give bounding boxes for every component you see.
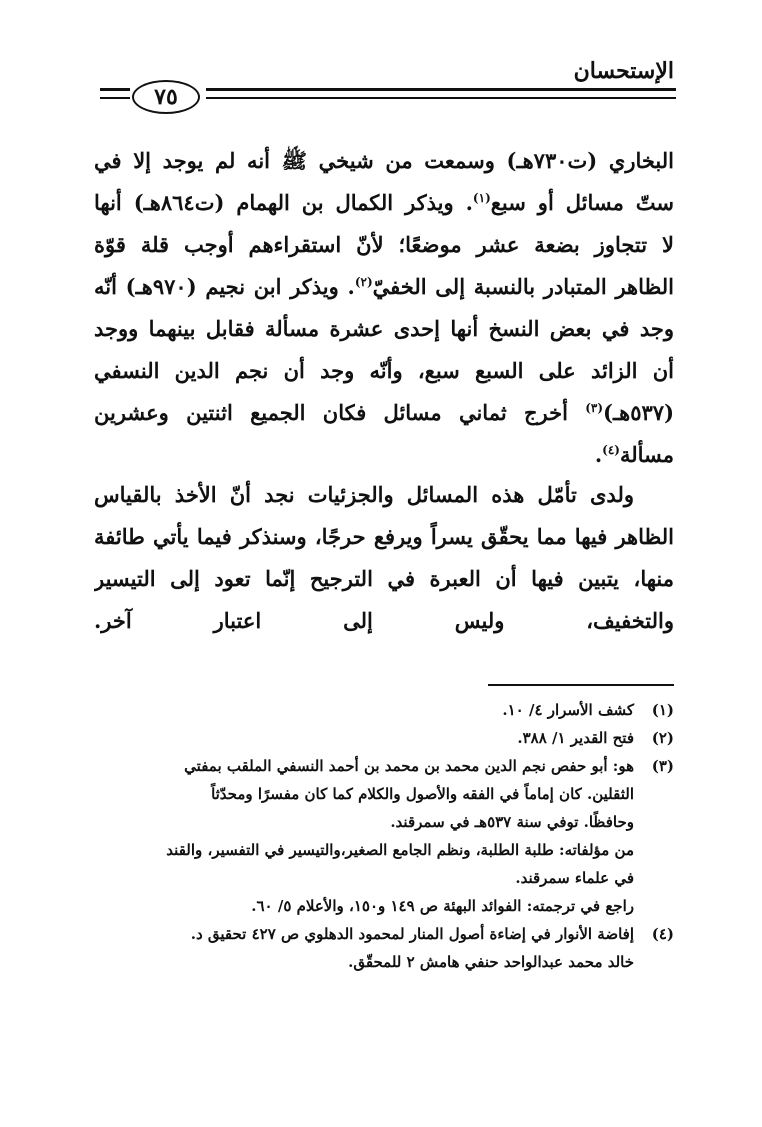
page-number-oval	[132, 80, 200, 114]
footnote-marker: (٤)	[651, 925, 674, 943]
footnote-marker: (١)	[651, 701, 674, 719]
footnote-ref-3: (٣)	[585, 401, 604, 415]
footnote-line: الثقلين. كان إماماً في الفقه والأصول والكلام كما كان مفسرًا ومحدّثاً	[211, 785, 634, 803]
paragraph-2	[94, 474, 674, 642]
footnote-separator	[488, 684, 674, 686]
header-rule-left-bottom	[100, 97, 130, 99]
footnote-line: إفاضة الأنوار في إضاءة أصول المنار لمحمود الدهلوي ص ٤٢٧ تحقيق د.	[190, 925, 634, 943]
footnote-line: فتح القدير ١/ ٣٨٨.	[517, 729, 634, 747]
paragraph-2-line: ولدى تأمّل هذه المسائل والجزئيات نجد أنّ الأخذ بالقياس	[94, 482, 634, 507]
footnote-line: راجع في ترجمته: الفوائد البهئة ص ١٤٩ و١٥٠، والأعلام ٥/ ٦٠.	[251, 897, 634, 915]
footnote-ref-1: (١)	[472, 191, 491, 205]
paragraph-1-line: أن الزائد على السبع سبع، وأنّه وجد أن نجم الدين النسفي	[94, 358, 674, 383]
paragraph-1-line: ستّ مسائل أو سبع$^{(١)}$. ويذكر الكمال بن الهمام (ت٨٦٤هـ) أنها	[94, 190, 674, 215]
paragraph-2-line: والتخفيف، وليس إلى اعتبار آخر.	[94, 608, 674, 633]
footnote-line: هو: أبو حفص نجم الدين محمد بن محمد بن أحمد النسفي الملقب بمفتي	[184, 757, 634, 775]
paragraph-1-line: وجد في بعض النسخ أنها إحدى عشرة مسألة فقابل بينهما ووجد	[94, 316, 674, 341]
paragraph-1-line: الظاهر المتبادر بالنسبة إلى الخفيّ$^{(٢)}$. ويذكر ابن نجيم (٩٧٠هـ) أنّه	[94, 274, 674, 299]
footnote-line: خالد محمد عبدالواحد حنفي هامش ٢ للمحقّق.	[348, 953, 634, 971]
paragraph-2-line: الظاهر فيها مما يحقّق يسراً ويرفع حرجًا، وسنذكر فيما يأتي طائفة	[94, 524, 674, 549]
footnote-line: كشف الأسرار ٤/ ١٠.	[502, 701, 634, 719]
paragraph-2-line: منها، يتبين فيها أن العبرة في الترجيح إنّما تعود إلى التيسير	[94, 566, 674, 591]
footnote-1	[74, 696, 674, 724]
footnote-line: وحافظًا. توفي سنة ٥٣٧هـ في سمرقند.	[390, 813, 634, 831]
footnotes	[74, 696, 674, 976]
header-rule-top	[206, 88, 676, 91]
paragraph-1-line: لا تتجاوز بضعة عشر موضعًا؛ لأنّ استقراءهم أوجب قلة قوّة	[94, 232, 674, 257]
header-rule-left-top	[100, 88, 130, 91]
footnote-line: في علماء سمرقند.	[515, 869, 634, 887]
footnote-line: من مؤلفاته: طلبة الطلبة، ونظم الجامع الصغير،والتيسير في التفسير، والقند	[166, 841, 634, 859]
footnote-ref-4: (٤)	[602, 443, 620, 457]
paragraph-1-line: مسألة$^{(٤)}$.	[594, 442, 674, 467]
footnote-4	[74, 920, 674, 976]
footnote-2	[74, 724, 674, 752]
footnote-marker: (٢)	[651, 729, 674, 747]
page-number: ٧٥	[154, 84, 178, 110]
paragraph-1-line: البخاري (ت٧٣٠هـ) وسمعت من شيخي ﷺ أنه لم يوجد إلا في	[94, 148, 674, 173]
footnote-ref-2: (٢)	[354, 275, 373, 289]
paragraph-1-line: (٥٣٧هـ)$^{(٣)}$ أخرج ثماني مسائل فكان الجميع اثنتين وعشرين	[94, 400, 674, 425]
footnote-marker: (٣)	[651, 757, 674, 775]
paragraph-1	[94, 140, 674, 476]
footnote-3	[74, 752, 674, 920]
running-head-title: الإستحسان	[573, 58, 674, 84]
header-rule-bottom	[206, 97, 676, 99]
